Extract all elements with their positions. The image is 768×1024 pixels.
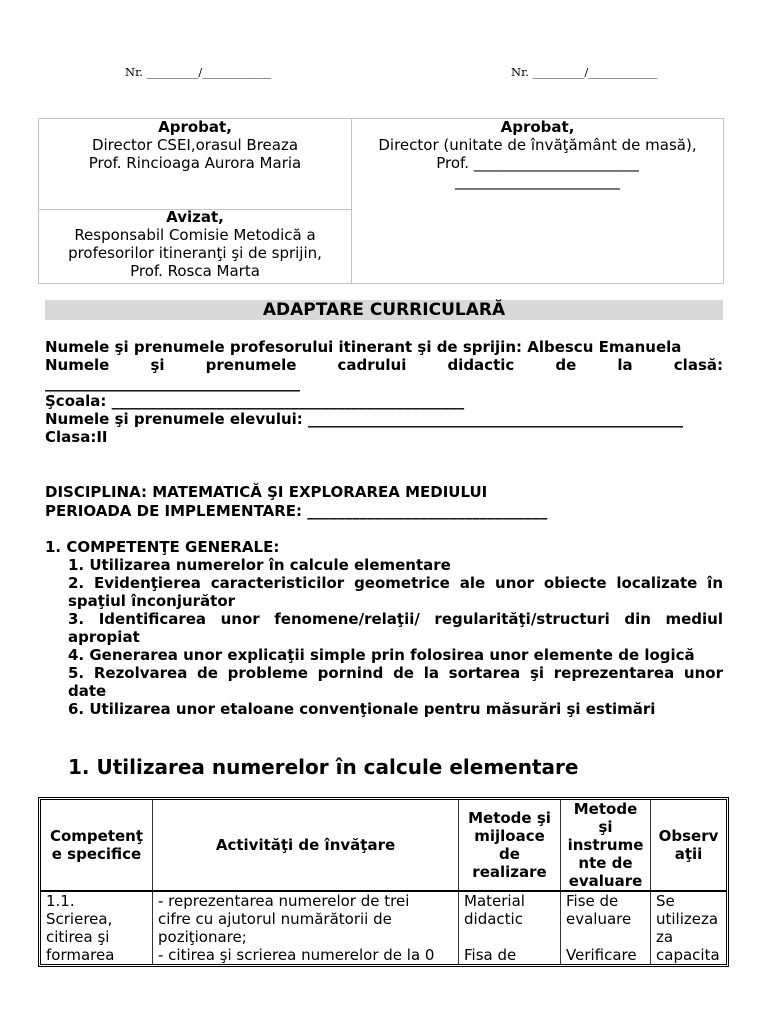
cell-observations bbox=[650, 892, 726, 964]
endorsement-line: Responsabil Comisie Metodică a bbox=[74, 226, 316, 244]
header-line: de bbox=[499, 845, 520, 863]
header-methods-means bbox=[458, 800, 560, 892]
competence-item-line: 6. Utilizarea unor etaloane convenţionale pentru măsurări şi estimări bbox=[68, 700, 656, 718]
competences-table bbox=[38, 797, 729, 967]
school-line: Şcoala: _______________________________________________ bbox=[45, 392, 465, 410]
cell-line: didactic bbox=[464, 910, 523, 928]
header-line: Observ bbox=[658, 827, 719, 845]
cell-methods-means bbox=[458, 892, 560, 964]
cell-line: formarea bbox=[46, 946, 115, 964]
header-line: Competenţ bbox=[49, 827, 144, 845]
document-title: ADAPTARE CURRICULARĂ bbox=[45, 300, 723, 320]
header-line: Metode bbox=[573, 800, 638, 818]
cell-line: Fise de bbox=[566, 892, 619, 910]
cell-line: Fisa de bbox=[464, 946, 517, 964]
cell-line: za bbox=[656, 928, 674, 946]
competence-item-line: 5. Rezolvarea de probleme pornind de la sortarea şi reprezentarea unor bbox=[68, 664, 723, 682]
competence-item-line: 2. Evidenţierea caracteristicilor geometrice ale unor obiecte localizate în bbox=[68, 574, 723, 592]
cell-line: 1.1. bbox=[46, 892, 75, 910]
cell-line: evaluare bbox=[566, 910, 632, 928]
cell-line: Verificare bbox=[566, 946, 637, 964]
approval-cell-school-content bbox=[352, 118, 723, 190]
competence-item-line: date bbox=[68, 682, 107, 700]
endorsement-line: profesorilor itineranţi şi de sprijin, bbox=[68, 244, 322, 262]
approval-title: Aprobat, bbox=[158, 118, 232, 136]
cell-line: Scrierea, bbox=[46, 910, 113, 928]
cell-line: cifre cu ajutorul numărătorii de bbox=[158, 910, 392, 928]
cell-line: - citirea şi scrierea numerelor de la 0 bbox=[158, 946, 435, 964]
approval-title: Aprobat, bbox=[500, 118, 575, 136]
header-line: aţii bbox=[674, 845, 703, 863]
section-heading: 1. Utilizarea numerelor în calcule elementare bbox=[68, 755, 579, 779]
cell-line: poziţionare; bbox=[158, 928, 247, 946]
header-learning-activities bbox=[152, 800, 458, 892]
itinerant-teacher-line: Numele şi prenumele profesorului itinerant şi de sprijin: Albescu Emanuela bbox=[45, 338, 682, 356]
approval-line: Director CSEI,orasul Breaza bbox=[91, 136, 299, 154]
approval-line: Director (unitate de învăţământ de masă), bbox=[378, 136, 697, 154]
cell-line: citirea şi bbox=[46, 928, 110, 946]
cell-line: utilizeza bbox=[656, 910, 719, 928]
competence-item-line: 4. Generarea unor explicaţii simple prin folosirea unor elemente de logică bbox=[68, 646, 695, 664]
cell-line: capacita bbox=[656, 946, 720, 964]
class-teacher-label: Numele şi prenumele cadrului didactic de la clasă: bbox=[45, 356, 723, 374]
registration-number-left: Nr. _________/____________ bbox=[125, 65, 272, 79]
endorsement-cell bbox=[39, 210, 352, 283]
table-row bbox=[41, 892, 726, 964]
cell-line: - reprezentarea numerelor de trei bbox=[158, 892, 410, 910]
competence-item-line: 1. Utilizarea numerelor în calcule elementare bbox=[68, 556, 451, 574]
endorsement-title: Avizat, bbox=[166, 208, 224, 226]
competence-item-3 bbox=[45, 610, 723, 646]
approval-line: ______________________ bbox=[455, 172, 620, 190]
cell-line: Material bbox=[464, 892, 525, 910]
approval-line: Prof. ______________________ bbox=[436, 154, 639, 172]
discipline-line: DISCIPLINA: MATEMATICĂ ŞI EXPLORAREA MEDIULUI bbox=[45, 483, 488, 501]
header-line: Activităţi de învăţare bbox=[215, 836, 396, 854]
cell-evaluation-methods bbox=[560, 892, 650, 964]
approval-cell-csei-content bbox=[39, 118, 351, 172]
approval-cell-csei bbox=[39, 119, 352, 210]
header-line: instrume bbox=[567, 836, 644, 854]
header-evaluation-methods bbox=[560, 800, 650, 892]
discipline-section bbox=[45, 483, 723, 521]
header-line: Metode şi bbox=[468, 809, 551, 827]
class-line: Clasa:II bbox=[45, 428, 108, 446]
identification-section bbox=[45, 338, 723, 446]
header-observations bbox=[650, 800, 726, 892]
competence-item-1 bbox=[45, 556, 723, 574]
general-competences bbox=[45, 538, 723, 718]
table-header-row bbox=[41, 800, 726, 892]
approval-table bbox=[38, 118, 724, 284]
header-line: e specifice bbox=[51, 845, 142, 863]
endorsement-cell-content bbox=[39, 208, 351, 280]
competence-item-4 bbox=[45, 646, 723, 664]
blank-line bbox=[566, 928, 645, 946]
competences-heading: 1. COMPETENŢE GENERALE: bbox=[45, 538, 280, 556]
class-teacher-blank: __________________________________ bbox=[45, 374, 300, 392]
implementation-period-line: PERIOADA DE IMPLEMENTARE: ________________________________ bbox=[45, 502, 548, 520]
competence-item-line: spaţiul înconjurător bbox=[68, 592, 236, 610]
header-line: evaluare bbox=[568, 872, 643, 890]
cell-learning-activities bbox=[152, 892, 458, 964]
approval-cell-school bbox=[352, 119, 723, 283]
competence-item-line: 3. Identificarea unor fenomene/relaţii/ regularităţi/structuri din mediul bbox=[68, 610, 723, 628]
header-line: mijloace bbox=[474, 827, 545, 845]
competence-item-6 bbox=[45, 700, 723, 718]
blank-line bbox=[464, 928, 555, 946]
cell-specific-competence bbox=[41, 892, 152, 964]
cell-line: Se bbox=[656, 892, 675, 910]
header-specific-competences bbox=[41, 800, 152, 892]
approval-line: Prof. Rincioaga Aurora Maria bbox=[88, 154, 302, 172]
header-line: şi bbox=[598, 818, 613, 836]
competence-item-2 bbox=[45, 574, 723, 610]
competence-item-line: apropiat bbox=[68, 628, 140, 646]
header-line: nte de bbox=[578, 854, 633, 872]
competence-item-5 bbox=[45, 664, 723, 700]
registration-number-right: Nr. _________/____________ bbox=[511, 65, 658, 79]
header-line: realizare bbox=[472, 863, 547, 881]
endorsement-line: Prof. Rosca Marta bbox=[130, 262, 260, 280]
student-line: Numele şi prenumele elevului: __________________________________________________ bbox=[45, 410, 683, 428]
